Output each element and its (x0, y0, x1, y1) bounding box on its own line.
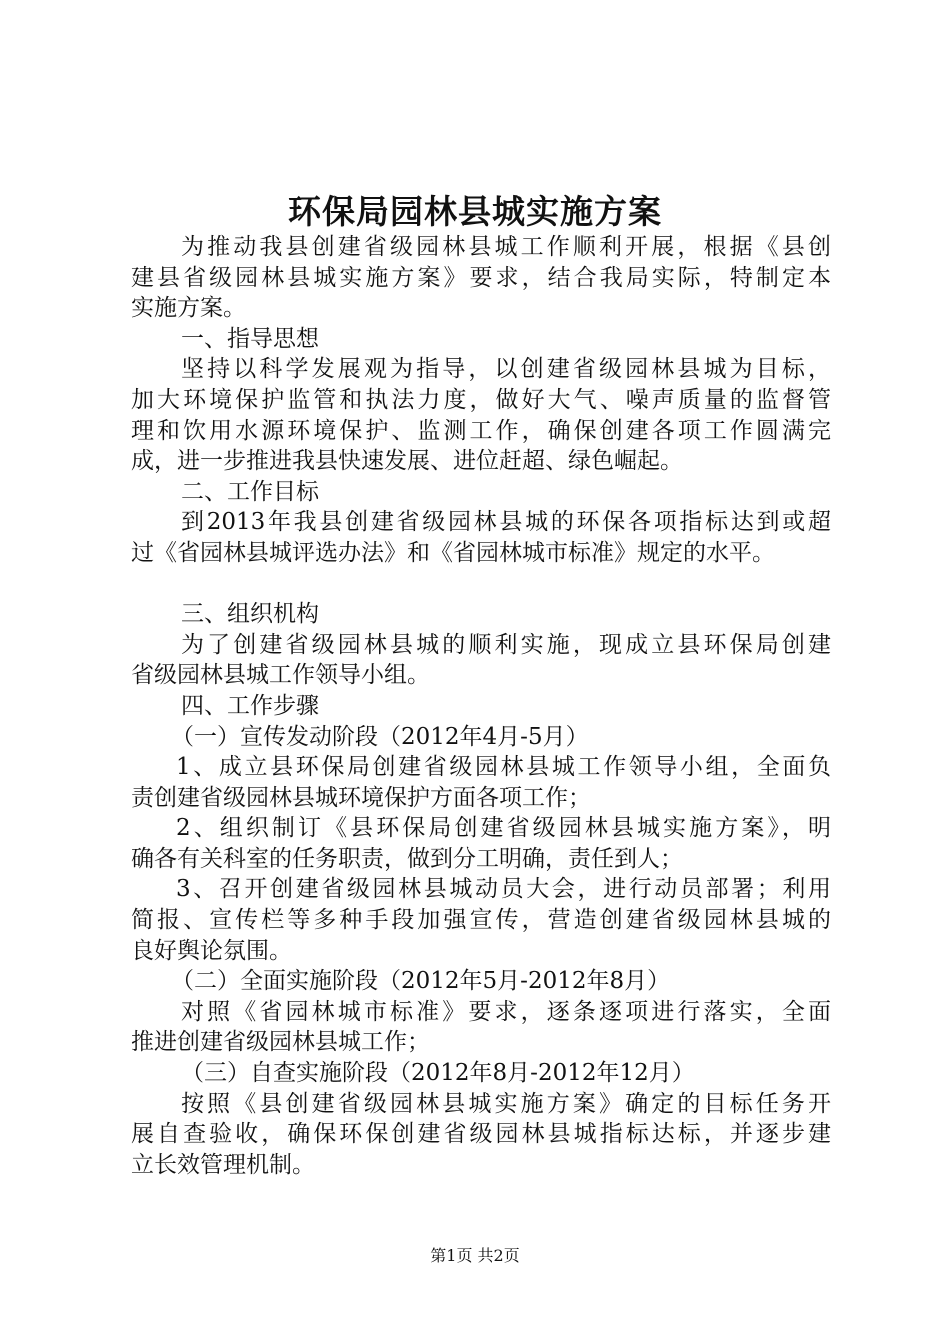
paragraph-line: 按照《县创建省级园林县城实施方案》确定的目标任务开 (181, 1090, 831, 1117)
paragraph-line: 责创建省级园林县城环境保护方面各项工作； (131, 784, 591, 811)
paragraph-line: 2、组织制订《县环保局创建省级园林县城实施方案》，明 (176, 815, 831, 842)
paragraph-line: 坚持以科学发展观为指导，以创建省级园林县城为目标， (181, 356, 831, 383)
section-heading: 二、工作目标 (181, 478, 319, 505)
document-body (131, 232, 831, 1180)
paragraph-line: 为了创建省级园林县城的顺利实施，现成立县环保局创建 (181, 631, 831, 658)
paragraph-line: 展自查验收，确保环保创建省级园林县城指标达标，并逐步建 (131, 1121, 831, 1148)
section-heading: 四、工作步骤 (181, 692, 319, 719)
paragraph-line: 过《省园林县城评选办法》和《省园林城市标准》规定的水平。 (131, 539, 775, 566)
paragraph-line: 到2013年我县创建省级园林县城的环保各项指标达到或超 (181, 509, 831, 536)
paragraph-line: 建县省级园林县城实施方案》要求，结合我局实际，特制定本 (131, 264, 831, 291)
paragraph-line: 良好舆论氛围。 (131, 937, 292, 964)
paragraph-line: 立长效管理机制。 (131, 1151, 315, 1178)
paragraph-line: 成，进一步推进我县快速发展、进位赶超、绿色崛起。 (131, 448, 683, 475)
blank-line (131, 569, 831, 600)
paragraph-line: 1、成立县环保局创建省级园林县城工作领导小组，全面负 (176, 754, 831, 781)
section-heading: 一、指导思想 (181, 325, 319, 352)
section-heading: 三、组织机构 (181, 601, 319, 628)
subsection-heading: （二）全面实施阶段（2012年5月-2012年8月） (171, 968, 671, 995)
document-title: 环保局园林县城实施方案 (288, 192, 662, 231)
paragraph-line: 推进创建省级园林县城工作； (131, 1029, 430, 1056)
paragraph-line: 理和饮用水源环境保护、监测工作，确保创建各项工作圆满完 (131, 417, 831, 444)
paragraph-line: 实施方案。 (131, 295, 246, 322)
paragraph-line: 确各有关科室的任务职责，做到分工明确，责任到人； (131, 845, 683, 872)
paragraph-line: 加大环境保护监管和执法力度，做好大气、噪声质量的监督管 (131, 386, 831, 413)
paragraph-line: 对照《省园林城市标准》要求，逐条逐项进行落实，全面 (181, 998, 831, 1025)
paragraph-line: 3、召开创建省级园林县城动员大会，进行动员部署；利用 (176, 876, 831, 903)
paragraph-line: 省级园林县城工作领导小组。 (131, 662, 430, 689)
subsection-heading: （三）自查实施阶段（2012年8月-2012年12月） (181, 1060, 695, 1087)
subsection-heading: （一）宣传发动阶段（2012年4月-5月） (171, 723, 589, 750)
page-footer: 第1页 共2页 (430, 1246, 520, 1265)
paragraph-line: 简报、宣传栏等多种手段加强宣传，营造创建省级园林县城的 (131, 907, 831, 934)
paragraph-line: 为推动我县创建省级园林县城工作顺利开展，根据《县创 (181, 234, 831, 260)
